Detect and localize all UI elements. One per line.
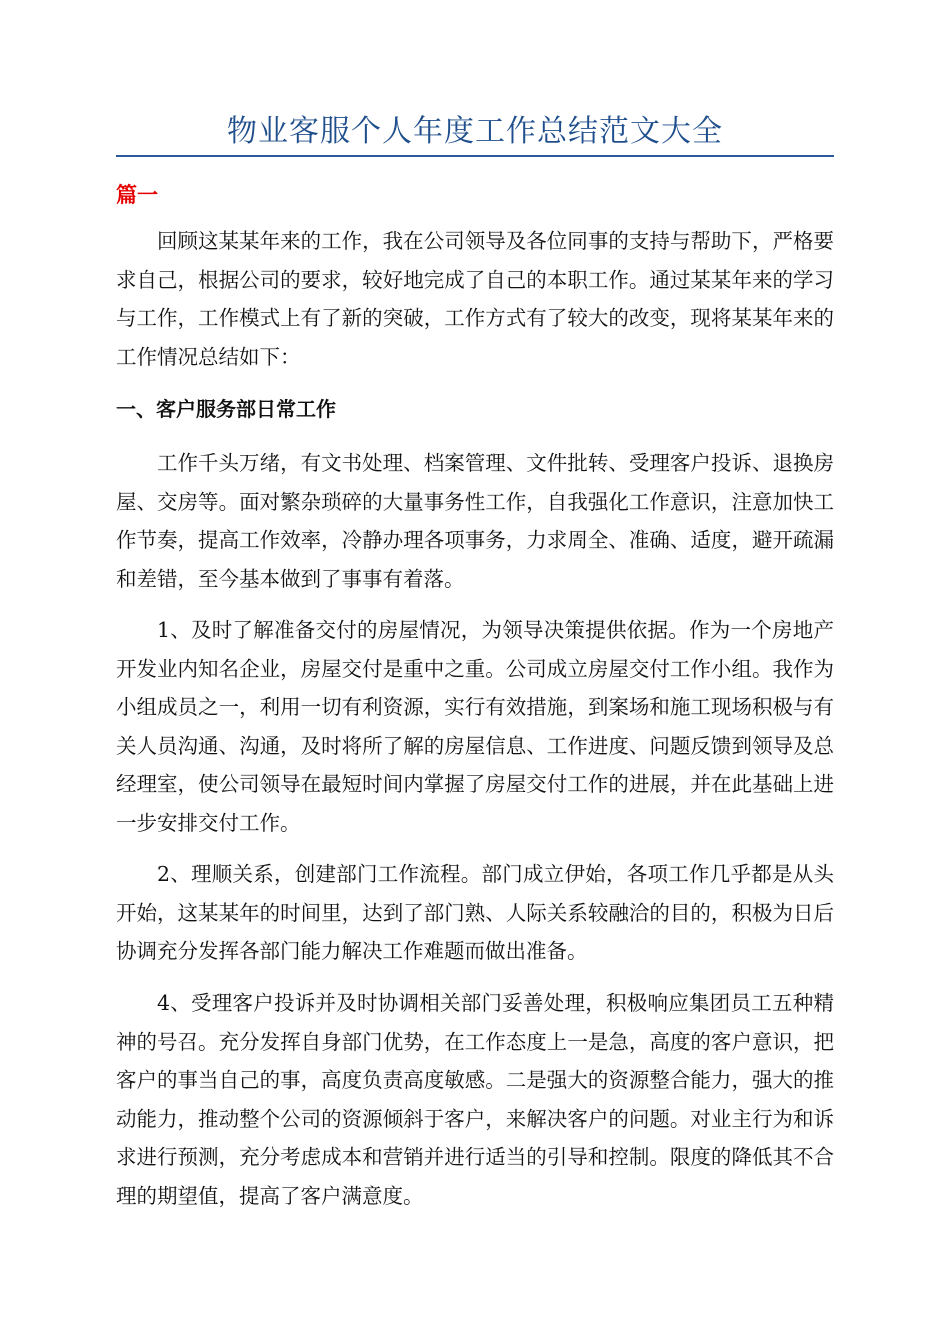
body-paragraph: 工作千头万绪，有文书处理、档案管理、文件批转、受理客户投诉、退换房屋、交房等。面对繁杂琐碎的大量事务性工作，自我强化工作意识，注意加快工作节奏，提高工作效率，冷静办理各项事务，力求周全、准确、适度，避开疏漏和差错，至今基本做到了事事有着落。: [116, 451, 834, 591]
list-item-1: 1、及时了解准备交付的房屋情况，为领导决策提供依据。作为一个房地产开发业内知名企业，房屋交付是重中之重。公司成立房屋交付工作小组。我作为小组成员之一，利用一切有利资源，实行有效措施，到案场和施工现场积极与有关人员沟通、沟通，及时将所了解的房屋信息、工作进度、问题反馈到领导及总经理室，使公司领导在最短时间内掌握了房屋交付工作的进展，并在此基础上进一步安排交付工作。: [116, 618, 834, 835]
document-title: 物业客服个人年度工作总结范文大全: [227, 114, 723, 149]
intro-paragraph: 回顾这某某年来的工作，我在公司领导及各位同事的支持与帮助下，严格要求自己，根据公司的要求，较好地完成了自己的本职工作。通过某某年来的学习与工作，工作模式上有了新的突破，工作方式有了较大的改变，现将某某年来的工作情况总结如下：: [116, 229, 834, 369]
title-divider: [116, 155, 834, 157]
list-item-2: 2、理顺关系，创建部门工作流程。部门成立伊始，各项工作几乎都是从头开始，这某某年的时间里，达到了部门熟、人际关系较融洽的目的，积极为日后协调充分发挥各部门能力解决工作难题而做出准备。: [116, 862, 834, 963]
section-heading: 一、客户服务部日常工作: [116, 397, 336, 421]
section-marker: 篇一: [116, 183, 158, 207]
list-item-4: 4、受理客户投诉并及时协调相关部门妥善处理，积极响应集团员工五种精神的号召。充分发挥自身部门优势，在工作态度上一是急，高度的客户意识，把客户的事当自己的事，高度负责高度敏感。二是强大的资源整合能力，强大的推动能力，推动整个公司的资源倾斜于客户，来解决客户的问题。对业主行为和诉求进行预测，充分考虑成本和营销并进行适当的引导和控制。限度的降低其不合理的期望值，提高了客户满意度。: [116, 991, 834, 1208]
